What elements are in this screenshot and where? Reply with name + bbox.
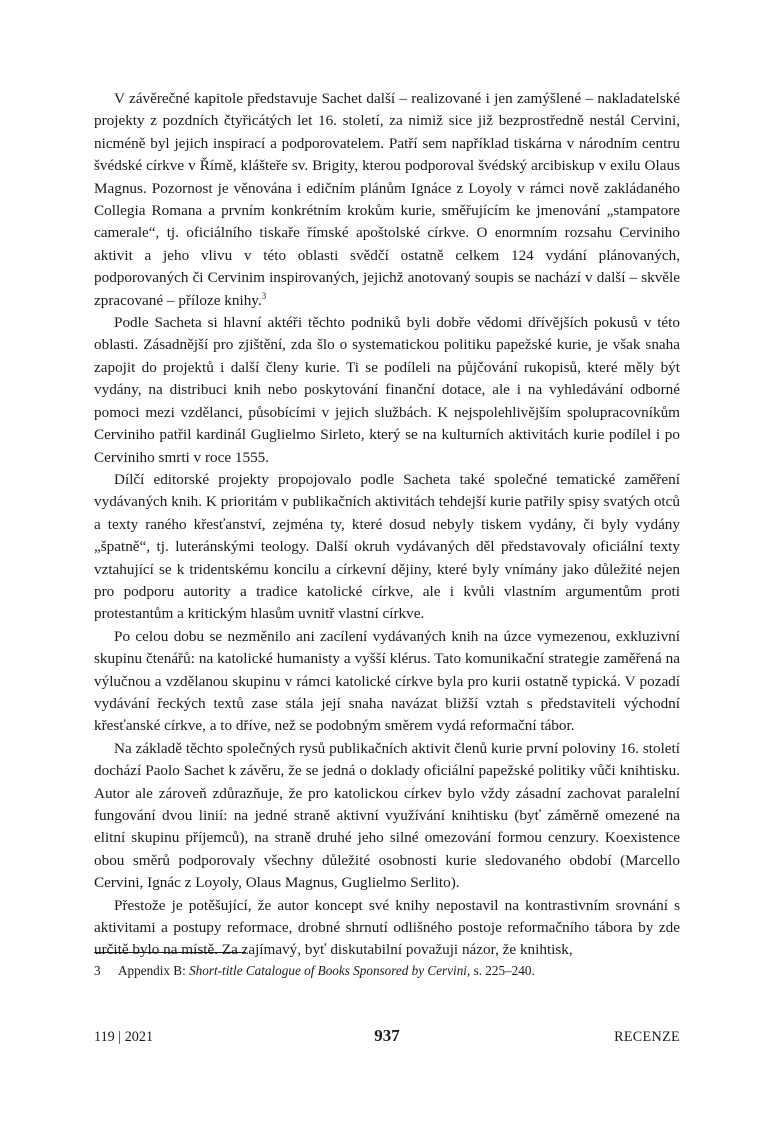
footnote-number: 3: [94, 963, 101, 978]
footnote-divider: [94, 952, 246, 953]
footnote-reference: 3: [261, 290, 267, 301]
footnote-prefix: Appendix B:: [118, 963, 190, 978]
article-body: [94, 88, 680, 962]
paragraph: [94, 88, 680, 312]
footnote: [94, 962, 680, 980]
paragraph: Dílčí editorské projekty propojovalo podle Sacheta také společné tematické zaměření vydávaných knih. K prioritám v publikačních aktivitách tehdejší kurie patřily spisy svatých otců a texty raného křesťanství, zejména ty, které dosud nebyly tiskem vydány, či byly vydány „špatně“, tj. luteránskými teology. Další okruh vydávaných děl představovaly oficiální texty vztahující se k tridentskému koncilu a církevní dějiny, které byly vnímány jako důležité nejen pro podporu autority a tradice katolické církve, ale i kvůli vlastním argumentům proti protestantům a kritickým hlasům uvnitř vlastní církve.: [94, 470, 680, 623]
page-number: 937: [374, 1026, 400, 1045]
section-label: RECENZE: [614, 1029, 680, 1045]
paragraph: Na základě těchto společných rysů publikačních aktivit členů kurie první poloviny 16. století dochází Paolo Sachet k závěru, že se jedná o doklady oficiální papežské politiky vůči knihtisku. Autor ale zároveň zdůrazňuje, že pro katolickou církev bylo vždy zásadní zachovat paralelní fungování dvou linií: na jedné straně aktivní využívání knihtisku (byť záměrně omezené na elitní skupinu příjemců), na straně druhé jeho silné omezování formou cenzury. Koexistence obou směrů podporovaly všechny důležité osobnosti kurie sledovaného období (Marcello Cervini, Ignác z Loyoly, Olaus Magnus, Guglielmo Serlito).: [94, 739, 680, 892]
page-footer: [94, 1026, 680, 1050]
footnote-suffix: , s. 225–240.: [466, 963, 535, 978]
issue-label: 119 | 2021: [94, 1029, 154, 1045]
paragraph: Přestože je potěšující, že autor koncept své knihy nepostavil na kontrastivním srovnání s aktivitami a postupy reformace, drobné shrnutí odlišného postoje reformačního tábora by zde určitě bylo na místě. Za zajímavý, byť diskutabilní považuji názor, že knihtisk,: [94, 896, 680, 959]
footnote-title: Short-title Catalogue of Books Sponsored by Cervini: [189, 963, 467, 978]
paragraph-text: V závěrečné kapitole představuje Sachet další – realizované i jen zamýšlené – nakladatelské projekty z pozdních čtyřicátých let 16. století, za nimiž sice již bezprostředně nestál Cervini, nicméně byl jejich inspirací a podporovatelem. Patří sem například tiskárna v národním centru švédské církve v Římě, klášteře sv. Brigity, kterou podporoval švédský arcibiskup v exilu Olaus Magnus. Pozornost je věnována i edičním plánům Ignáce z Loyoly v rámci nově zakládaného Collegia Romana a prvním konkrétním krokům kurie, směřujícím ke jmenování „stampatore camerale“, tj. oficiálního tiskaře římské apoštolské církve. O enormním rozsahu Cerviniho aktivit a jeho vlivu v této oblasti svědčí ostatně celkem 124 vydání plánovaných, podporovaných či Cervinim inspirovaných, jejichž anotovaný soupis se nachází v další – skvěle zpracované – příloze knihy.: [94, 90, 680, 309]
paragraph: Po celou dobu se nezměnilo ani zacílení vydávaných knih na úzce vymezenou, exkluzivní skupinu čtenářů: na katolické humanisty a vyšší klérus. Tato komunikační strategie zaměřená na výlučnou a vzdělanou skupinu v rámci katolické církve byla pro kurii ostatně typická. V pozadí vydávání řeckých textů zase stála její snaha navázat bližší vztah s představiteli východní křesťanské církve, a to dříve, než se podobným směrem vydá reformační tábor.: [94, 627, 680, 735]
paragraph: Podle Sacheta si hlavní aktéři těchto podniků byli dobře vědomi dřívějších pokusů v této oblasti. Zásadnější pro zjištění, zda šlo o systematickou politiku papežské kurie, je však snaha zapojit do projektů i další členy kurie. Ti se podíleli na půjčování rukopisů, které měly být vydány, na distribuci knih nebo poskytování finanční dotace, ale i na vyhledávání odborné pomoci mezi vzdělanci, působícími v jejich službách. K nejspolehlivějším spolupracovníkům Cerviniho patřil kardinál Guglielmo Sirleto, který se na kulturních aktivitách kurie podílel i po Cerviniho smrti v roce 1555.: [94, 314, 680, 466]
